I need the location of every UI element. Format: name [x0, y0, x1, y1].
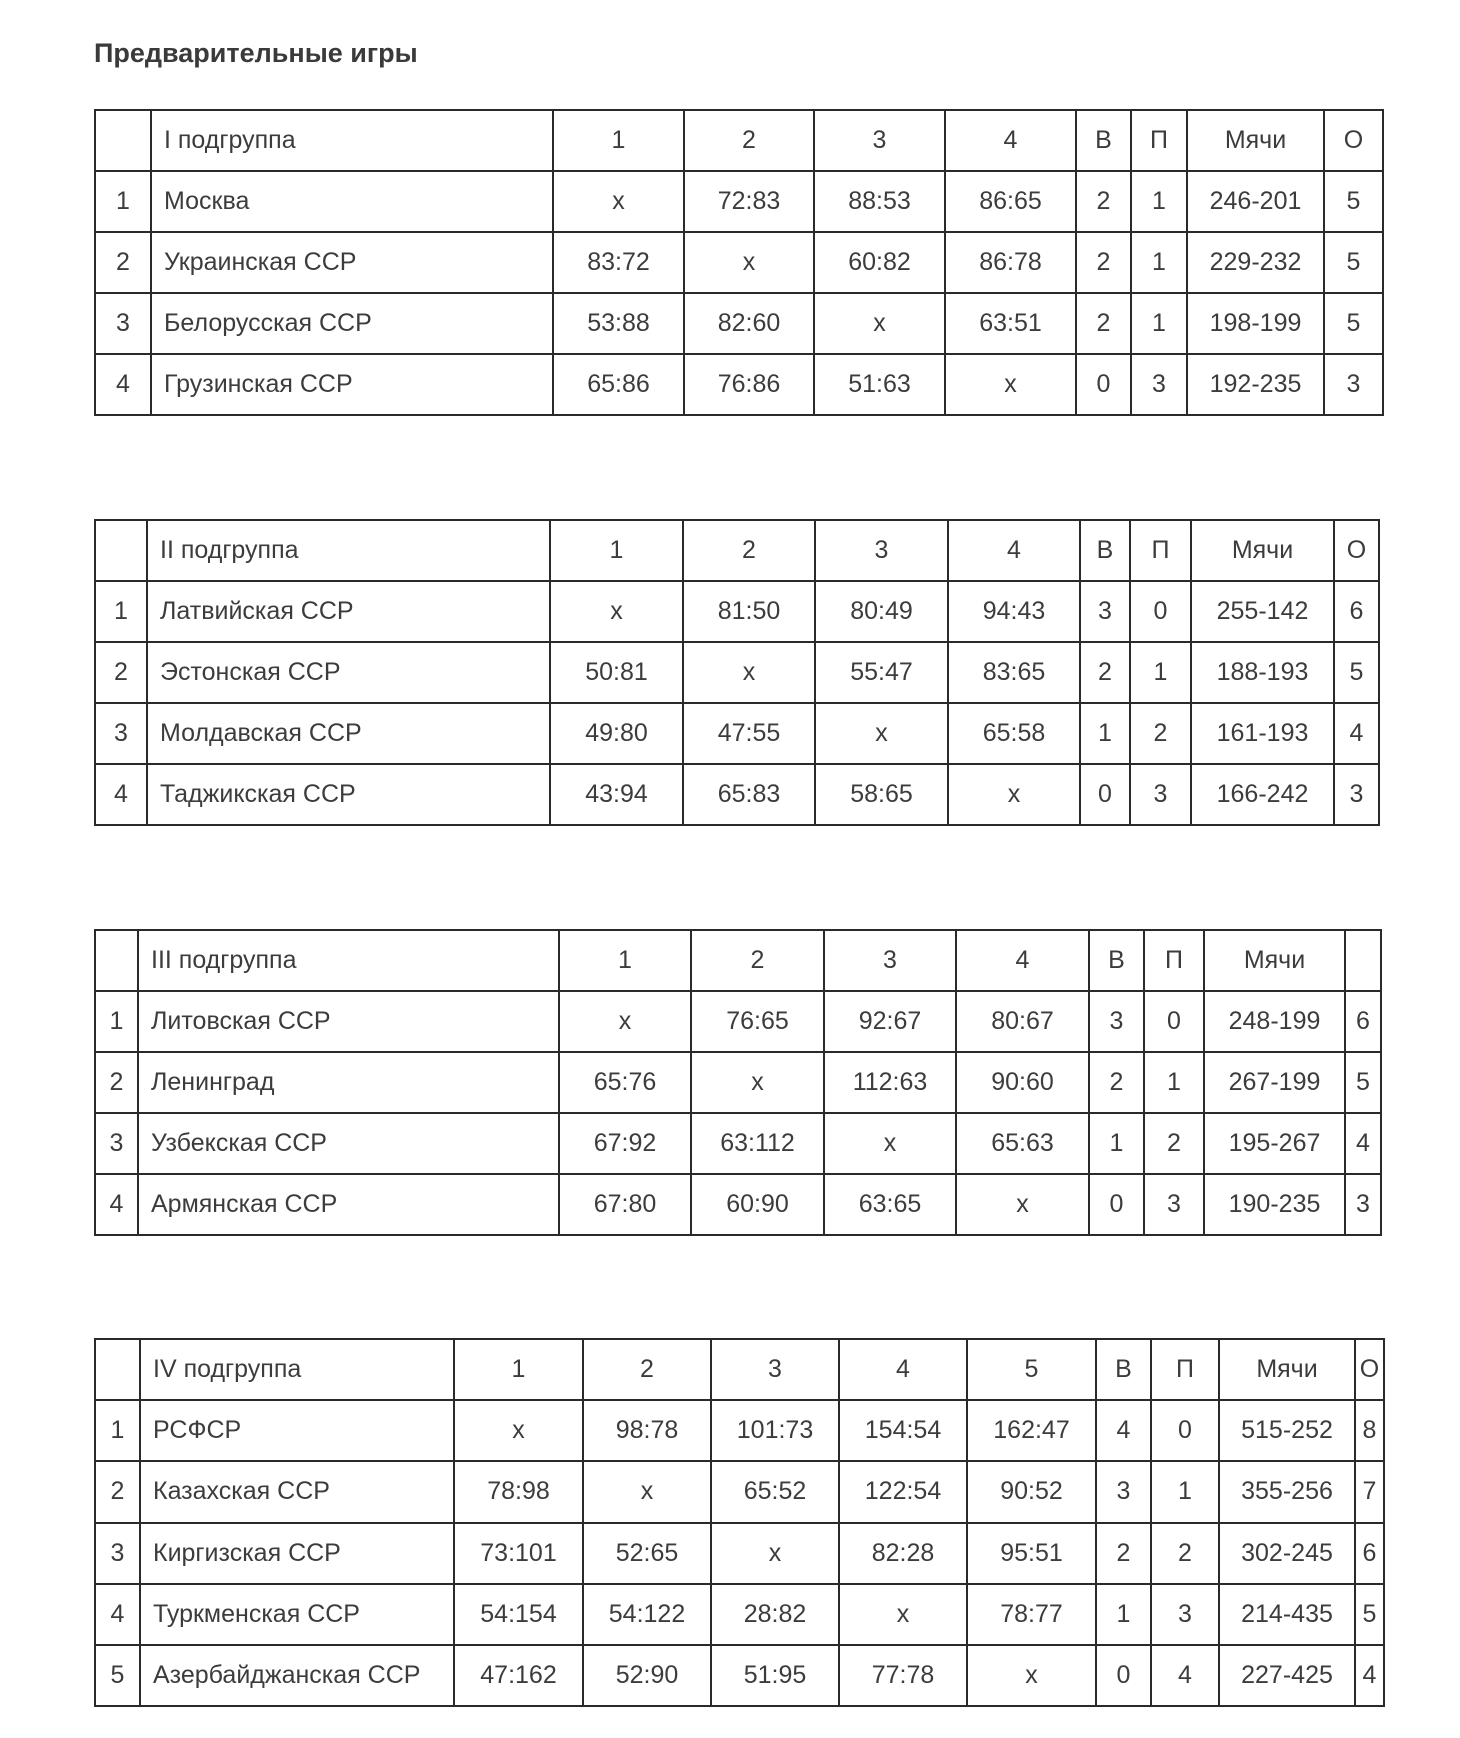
header-cell: В [1089, 930, 1144, 991]
score-cell: 3 [1096, 1461, 1151, 1522]
score-cell: 47:55 [683, 703, 815, 764]
rank-cell: 3 [95, 703, 147, 764]
score-cell: 3 [1144, 1174, 1204, 1235]
score-cell: 63:112 [691, 1113, 824, 1174]
score-cell: 3 [1080, 581, 1130, 642]
score-cell: x [583, 1461, 711, 1522]
rank-cell: 3 [95, 1113, 138, 1174]
header-cell: Мячи [1204, 930, 1345, 991]
team-name-cell: Литовская ССР [138, 991, 559, 1052]
score-cell: 267-199 [1204, 1052, 1345, 1113]
header-cell: III подгруппа [138, 930, 559, 991]
score-cell: 6 [1345, 991, 1381, 1052]
score-cell: 1 [1131, 232, 1187, 293]
table-row [95, 354, 1383, 415]
score-cell: 76:65 [691, 991, 824, 1052]
score-cell: 55:47 [815, 642, 948, 703]
header-cell: П [1151, 1339, 1219, 1400]
score-cell: 161-193 [1191, 703, 1334, 764]
rank-cell: 1 [95, 1400, 140, 1461]
score-cell: 198-199 [1187, 293, 1324, 354]
score-cell: 248-199 [1204, 991, 1345, 1052]
score-cell: x [684, 232, 814, 293]
table-row [95, 991, 1381, 1052]
score-cell: x [553, 171, 684, 232]
team-name-cell: Молдавская ССР [147, 703, 550, 764]
score-cell: x [550, 581, 683, 642]
score-cell: 3 [1345, 1174, 1381, 1235]
table-header-row [95, 930, 1381, 991]
rank-cell: 3 [95, 1523, 140, 1584]
team-name-cell: Узбекская ССР [138, 1113, 559, 1174]
table-row [95, 1400, 1384, 1461]
header-cell: Мячи [1187, 110, 1324, 171]
table-row [95, 232, 1383, 293]
header-cell: 4 [839, 1339, 967, 1400]
score-cell: 52:90 [583, 1645, 711, 1706]
score-cell: 5 [1345, 1052, 1381, 1113]
standings-table-group-4 [94, 1338, 1385, 1707]
team-name-cell: Казахская ССР [140, 1461, 454, 1522]
score-cell: x [683, 642, 815, 703]
header-cell: 3 [824, 930, 956, 991]
header-cell: П [1144, 930, 1204, 991]
score-cell: 83:65 [948, 642, 1080, 703]
score-cell: 1 [1131, 293, 1187, 354]
table-header-row [95, 1339, 1384, 1400]
score-cell: 4 [1151, 1645, 1219, 1706]
score-cell: x [454, 1400, 583, 1461]
score-cell: 65:83 [683, 764, 815, 825]
header-cell: 1 [553, 110, 684, 171]
score-cell: 2 [1151, 1523, 1219, 1584]
header-cell: О [1334, 520, 1379, 581]
header-cell: П [1130, 520, 1191, 581]
score-cell: 77:78 [839, 1645, 967, 1706]
score-cell: x [814, 293, 945, 354]
score-cell: x [815, 703, 948, 764]
page-title: Предварительные игры [94, 38, 418, 68]
score-cell: 47:162 [454, 1645, 583, 1706]
table-row [95, 581, 1379, 642]
rank-cell: 4 [95, 1584, 140, 1645]
table-row [95, 703, 1379, 764]
score-cell: 80:67 [956, 991, 1089, 1052]
score-cell: 0 [1130, 581, 1191, 642]
score-cell: 515-252 [1219, 1400, 1355, 1461]
table-header-row [95, 110, 1383, 171]
score-cell: 81:50 [683, 581, 815, 642]
rank-cell: 2 [95, 642, 147, 703]
team-name-cell: Туркменская ССР [140, 1584, 454, 1645]
score-cell: 1 [1130, 642, 1191, 703]
team-name-cell: Азербайджанская ССР [140, 1645, 454, 1706]
score-cell: 83:72 [553, 232, 684, 293]
score-cell: 67:92 [559, 1113, 691, 1174]
standings-table-group-1 [94, 109, 1384, 416]
score-cell: 166-242 [1191, 764, 1334, 825]
rank-cell: 5 [95, 1645, 140, 1706]
header-cell [95, 930, 138, 991]
header-cell: 3 [711, 1339, 839, 1400]
header-cell: В [1080, 520, 1130, 581]
rank-cell: 1 [95, 991, 138, 1052]
team-name-cell: Ленинград [138, 1052, 559, 1113]
score-cell: 5 [1324, 171, 1383, 232]
score-cell: 2 [1080, 642, 1130, 703]
score-cell: 2 [1089, 1052, 1144, 1113]
header-cell: 2 [583, 1339, 711, 1400]
score-cell: 1 [1151, 1461, 1219, 1522]
header-cell: П [1131, 110, 1187, 171]
score-cell: 4 [1096, 1400, 1151, 1461]
score-cell: 82:28 [839, 1523, 967, 1584]
score-cell: 73:101 [454, 1523, 583, 1584]
score-cell: 53:88 [553, 293, 684, 354]
header-cell [1345, 930, 1381, 991]
score-cell: 255-142 [1191, 581, 1334, 642]
header-cell: 4 [945, 110, 1076, 171]
score-cell: 76:86 [684, 354, 814, 415]
team-name-cell: Латвийская ССР [147, 581, 550, 642]
score-cell: 63:51 [945, 293, 1076, 354]
header-cell: 1 [550, 520, 683, 581]
score-cell: 50:81 [550, 642, 683, 703]
standings-table-group-2 [94, 519, 1380, 826]
score-cell: 51:95 [711, 1645, 839, 1706]
score-cell: 86:78 [945, 232, 1076, 293]
score-cell: 78:98 [454, 1461, 583, 1522]
header-cell: 1 [559, 930, 691, 991]
score-cell: 4 [1345, 1113, 1381, 1174]
score-cell: 58:65 [815, 764, 948, 825]
table-row [95, 1461, 1384, 1522]
table-header-row [95, 520, 1379, 581]
table-row [95, 764, 1379, 825]
header-cell: 3 [814, 110, 945, 171]
header-cell: О [1355, 1339, 1384, 1400]
header-cell: 1 [454, 1339, 583, 1400]
score-cell: 6 [1355, 1523, 1384, 1584]
score-cell: 0 [1151, 1400, 1219, 1461]
score-cell: x [824, 1113, 956, 1174]
score-cell: 2 [1096, 1523, 1151, 1584]
score-cell: 214-435 [1219, 1584, 1355, 1645]
score-cell: 122:54 [839, 1461, 967, 1522]
table-row [95, 1584, 1384, 1645]
header-cell: В [1076, 110, 1131, 171]
score-cell: 5 [1324, 232, 1383, 293]
table-row [95, 642, 1379, 703]
score-cell: 72:83 [684, 171, 814, 232]
score-cell: 54:154 [454, 1584, 583, 1645]
standings-table-group-3 [94, 929, 1382, 1236]
score-cell: 4 [1355, 1645, 1384, 1706]
score-cell: 65:76 [559, 1052, 691, 1113]
score-cell: 1 [1089, 1113, 1144, 1174]
score-cell: 90:60 [956, 1052, 1089, 1113]
score-cell: 63:65 [824, 1174, 956, 1235]
score-cell: 2 [1144, 1113, 1204, 1174]
score-cell: 227-425 [1219, 1645, 1355, 1706]
score-cell: 1 [1131, 171, 1187, 232]
header-cell: 3 [815, 520, 948, 581]
score-cell: 67:80 [559, 1174, 691, 1235]
header-cell: 2 [683, 520, 815, 581]
score-cell: 0 [1089, 1174, 1144, 1235]
score-cell: 0 [1076, 354, 1131, 415]
score-cell: 0 [1080, 764, 1130, 825]
table-row [95, 171, 1383, 232]
header-cell: II подгруппа [147, 520, 550, 581]
rank-cell: 1 [95, 171, 151, 232]
score-cell: 52:65 [583, 1523, 711, 1584]
score-cell: 8 [1355, 1400, 1384, 1461]
header-cell [95, 110, 151, 171]
rank-cell: 4 [95, 1174, 138, 1235]
team-name-cell: Таджикская ССР [147, 764, 550, 825]
score-cell: 60:90 [691, 1174, 824, 1235]
score-cell: 5 [1324, 293, 1383, 354]
score-cell: 65:86 [553, 354, 684, 415]
table-row [95, 1174, 1381, 1235]
score-cell: 43:94 [550, 764, 683, 825]
score-cell: 3 [1130, 764, 1191, 825]
score-cell: 229-232 [1187, 232, 1324, 293]
score-cell: 162:47 [967, 1400, 1096, 1461]
score-cell: x [945, 354, 1076, 415]
header-cell: IV подгруппа [140, 1339, 454, 1400]
header-cell: I подгруппа [151, 110, 553, 171]
header-cell: 5 [967, 1339, 1096, 1400]
score-cell: 0 [1144, 991, 1204, 1052]
header-cell [95, 520, 147, 581]
score-cell: 0 [1096, 1645, 1151, 1706]
header-cell: 2 [691, 930, 824, 991]
score-cell: 2 [1076, 171, 1131, 232]
score-cell: 2 [1076, 232, 1131, 293]
table-row [95, 1523, 1384, 1584]
rank-cell: 2 [95, 232, 151, 293]
score-cell: 2 [1130, 703, 1191, 764]
header-cell: О [1324, 110, 1383, 171]
table-row [95, 1645, 1384, 1706]
score-cell: 2 [1076, 293, 1131, 354]
score-cell: 54:122 [583, 1584, 711, 1645]
table-row [95, 1113, 1381, 1174]
score-cell: 49:80 [550, 703, 683, 764]
score-cell: 1 [1080, 703, 1130, 764]
team-name-cell: Киргизская ССР [140, 1523, 454, 1584]
team-name-cell: Украинская ССР [151, 232, 553, 293]
score-cell: 3 [1089, 991, 1144, 1052]
score-cell: 5 [1334, 642, 1379, 703]
score-cell: 246-201 [1187, 171, 1324, 232]
score-cell: 1 [1144, 1052, 1204, 1113]
score-cell: 6 [1334, 581, 1379, 642]
score-cell: 78:77 [967, 1584, 1096, 1645]
score-cell: 80:49 [815, 581, 948, 642]
team-name-cell: Эстонская ССР [147, 642, 550, 703]
team-name-cell: Армянская ССР [138, 1174, 559, 1235]
rank-cell: 1 [95, 581, 147, 642]
rank-cell: 2 [95, 1461, 140, 1522]
table-row [95, 1052, 1381, 1113]
score-cell: x [691, 1052, 824, 1113]
score-cell: 3 [1324, 354, 1383, 415]
score-cell: 65:63 [956, 1113, 1089, 1174]
header-cell [95, 1339, 140, 1400]
score-cell: x [839, 1584, 967, 1645]
header-cell: 2 [684, 110, 814, 171]
score-cell: 95:51 [967, 1523, 1096, 1584]
score-cell: x [967, 1645, 1096, 1706]
score-cell: 188-193 [1191, 642, 1334, 703]
score-cell: 90:52 [967, 1461, 1096, 1522]
rank-cell: 4 [95, 764, 147, 825]
score-cell: 154:54 [839, 1400, 967, 1461]
score-cell: 195-267 [1204, 1113, 1345, 1174]
header-cell: Мячи [1191, 520, 1334, 581]
table-row [95, 293, 1383, 354]
score-cell: 28:82 [711, 1584, 839, 1645]
header-cell: В [1096, 1339, 1151, 1400]
score-cell: 7 [1355, 1461, 1384, 1522]
score-cell: 101:73 [711, 1400, 839, 1461]
score-cell: 302-245 [1219, 1523, 1355, 1584]
rank-cell: 4 [95, 354, 151, 415]
score-cell: 1 [1096, 1584, 1151, 1645]
score-cell: 190-235 [1204, 1174, 1345, 1235]
score-cell: 60:82 [814, 232, 945, 293]
header-cell: 4 [948, 520, 1080, 581]
score-cell: 65:52 [711, 1461, 839, 1522]
score-cell: 3 [1334, 764, 1379, 825]
rank-cell: 2 [95, 1052, 138, 1113]
team-name-cell: Белорусская ССР [151, 293, 553, 354]
score-cell: 86:65 [945, 171, 1076, 232]
score-cell: 88:53 [814, 171, 945, 232]
score-cell: 82:60 [684, 293, 814, 354]
score-cell: 3 [1131, 354, 1187, 415]
score-cell: 355-256 [1219, 1461, 1355, 1522]
score-cell: 65:58 [948, 703, 1080, 764]
team-name-cell: РСФСР [140, 1400, 454, 1461]
score-cell: x [948, 764, 1080, 825]
rank-cell: 3 [95, 293, 151, 354]
score-cell: x [559, 991, 691, 1052]
score-cell: 98:78 [583, 1400, 711, 1461]
score-cell: 112:63 [824, 1052, 956, 1113]
score-cell: 92:67 [824, 991, 956, 1052]
score-cell: 4 [1334, 703, 1379, 764]
score-cell: 192-235 [1187, 354, 1324, 415]
team-name-cell: Москва [151, 171, 553, 232]
team-name-cell: Грузинская ССР [151, 354, 553, 415]
score-cell: x [711, 1523, 839, 1584]
header-cell: 4 [956, 930, 1089, 991]
score-cell: 94:43 [948, 581, 1080, 642]
header-cell: Мячи [1219, 1339, 1355, 1400]
score-cell: 3 [1151, 1584, 1219, 1645]
score-cell: x [956, 1174, 1089, 1235]
score-cell: 51:63 [814, 354, 945, 415]
score-cell: 5 [1355, 1584, 1384, 1645]
